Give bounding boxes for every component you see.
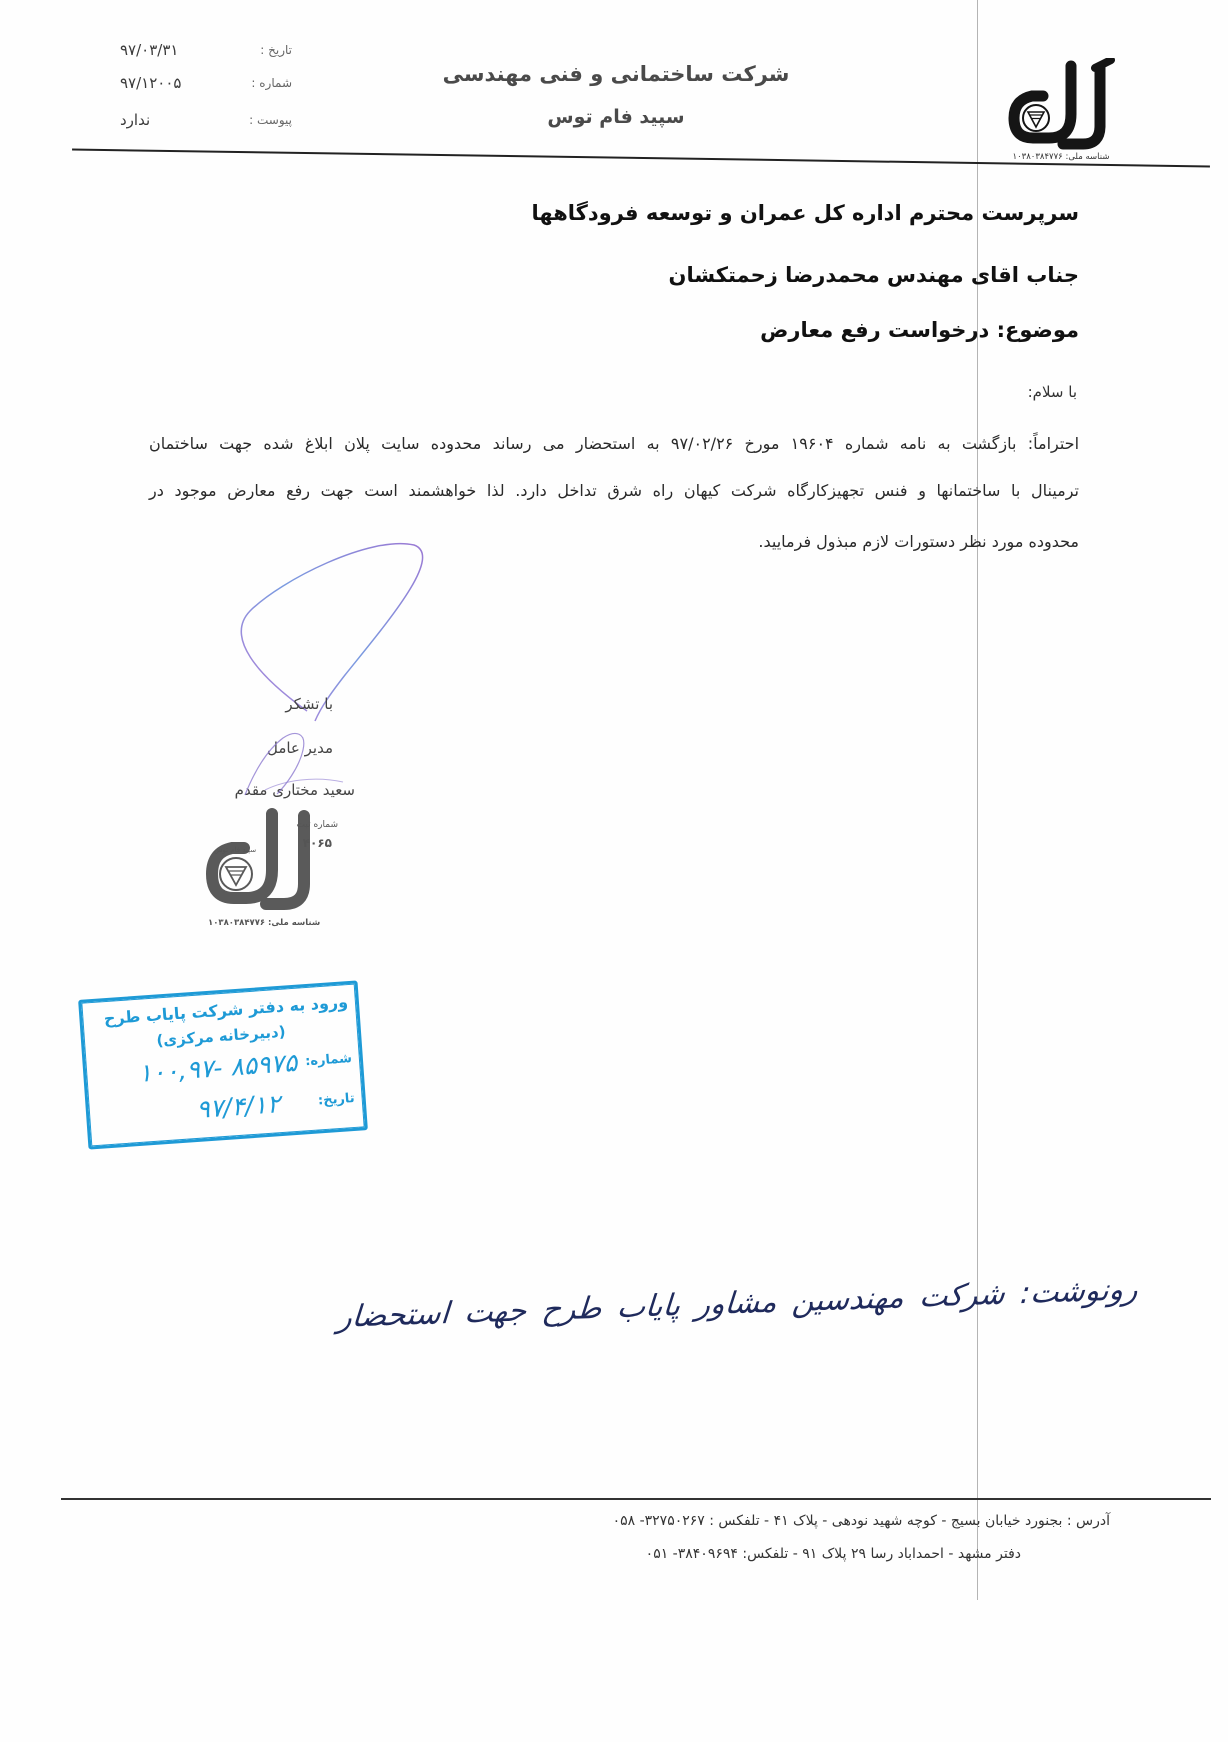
meta-attachment-value: ندارد [120, 111, 151, 129]
meta-number-row [120, 72, 292, 94]
seal-company-name: سپید فام توس [214, 846, 257, 854]
recipient-name: جناب اقای مهندس محمدرضا زحمتکشان [668, 263, 1079, 287]
meta-attachment-label: پیوست : [249, 113, 292, 127]
receipt-date-value: ۹۷/۴/۱۲ [195, 1089, 282, 1124]
footer-address: آدرس : بجنورد خیابان بسیج - کوچه شهید نودهی - پلاک ۴۱ - تلفکس : ۳۲۷۵۰۲۶۷- ۰۵۸ [612, 1513, 1110, 1529]
seal-national-id: شناسه ملی: ۱۰۳۸۰۳۸۴۷۷۶ [208, 918, 321, 928]
receipt-date-row [94, 1084, 355, 1131]
meta-number-label: شماره : [251, 76, 292, 90]
receipt-stamp-title: ورود به دفتر شرکت پایاب طرح [103, 992, 349, 1029]
letter-subject: موضوع: درخواست رفع معارض [760, 318, 1079, 342]
meta-date-row [120, 39, 292, 61]
receipt-stamp [78, 980, 368, 1149]
seal-reg-label: شماره ثبت [296, 820, 338, 830]
body-line-1: احتراماً: بازگشت به نامه شماره ۱۹۶۰۴ مورخ ۹۷/۰۲/۲۶ به استحضار می رساند محدوده سایت پلان ابلاغ شده جهت ساختمان [149, 434, 1080, 453]
signature-thanks: با تشکر [285, 695, 333, 713]
company-name-line2: سپید فام توس [547, 106, 685, 128]
company-name-line1: شرکت ساختمانی و فنی مهندسی [442, 62, 790, 86]
meta-number-value: ۹۷/۱۲۰۰۵ [120, 74, 182, 92]
receipt-number-value: ۱۰۰,۹۷- ۸۵۹۷۵ [137, 1047, 299, 1088]
meta-attachment-row [120, 109, 292, 131]
footer-office: دفتر مشهد - احمداباد رسا ۲۹ پلاک ۹۱ - تلفکس: ۳۸۴۰۹۶۹۴- ۰۵۱ [645, 1546, 1021, 1562]
footer-divider [61, 1498, 1211, 1500]
meta-date-label: تاریخ : [260, 43, 292, 57]
recipient-title: سرپرست محترم اداره کل عمران و توسعه فرودگاهها [531, 201, 1079, 225]
scan-fold-line [977, 0, 978, 1600]
seal-reg-number: ۴۰۶۵ [302, 836, 332, 850]
handwritten-cc-note: رونوشت: شرکت مهندسین مشاور پایاب طرح جهت استحضار [336, 1271, 1140, 1335]
receipt-stamp-subtitle: (دبیرخانه مرکزی) [155, 1022, 287, 1050]
signature-name: سعید مختاری مقدم [234, 781, 355, 799]
greeting: با سلام: [1027, 383, 1077, 401]
receipt-date-label: تاریخ: [317, 1090, 356, 1109]
receipt-number-label: شماره: [304, 1051, 353, 1070]
body-line-3: محدوده مورد نظر دستورات لازم مبذول فرمایید. [758, 532, 1079, 551]
company-logo-icon [1005, 58, 1117, 150]
body-line-2: ترمینال با ساختمانها و فنس تجهیزکارگاه شرکت کیهان راه شرق تداخل دارد. لذا خواهشمند است جهت رفع معارض موجود در [149, 481, 1079, 500]
meta-date-value: ۹۷/۰۳/۳۱ [120, 41, 179, 59]
signature-scribble [225, 690, 355, 800]
signature-position: مدیر عامل [266, 739, 333, 757]
company-seal [200, 800, 340, 928]
letterhead-national-id: شناسه ملی: ۱۰۳۸۰۳۸۴۷۷۶ [1012, 152, 1110, 162]
